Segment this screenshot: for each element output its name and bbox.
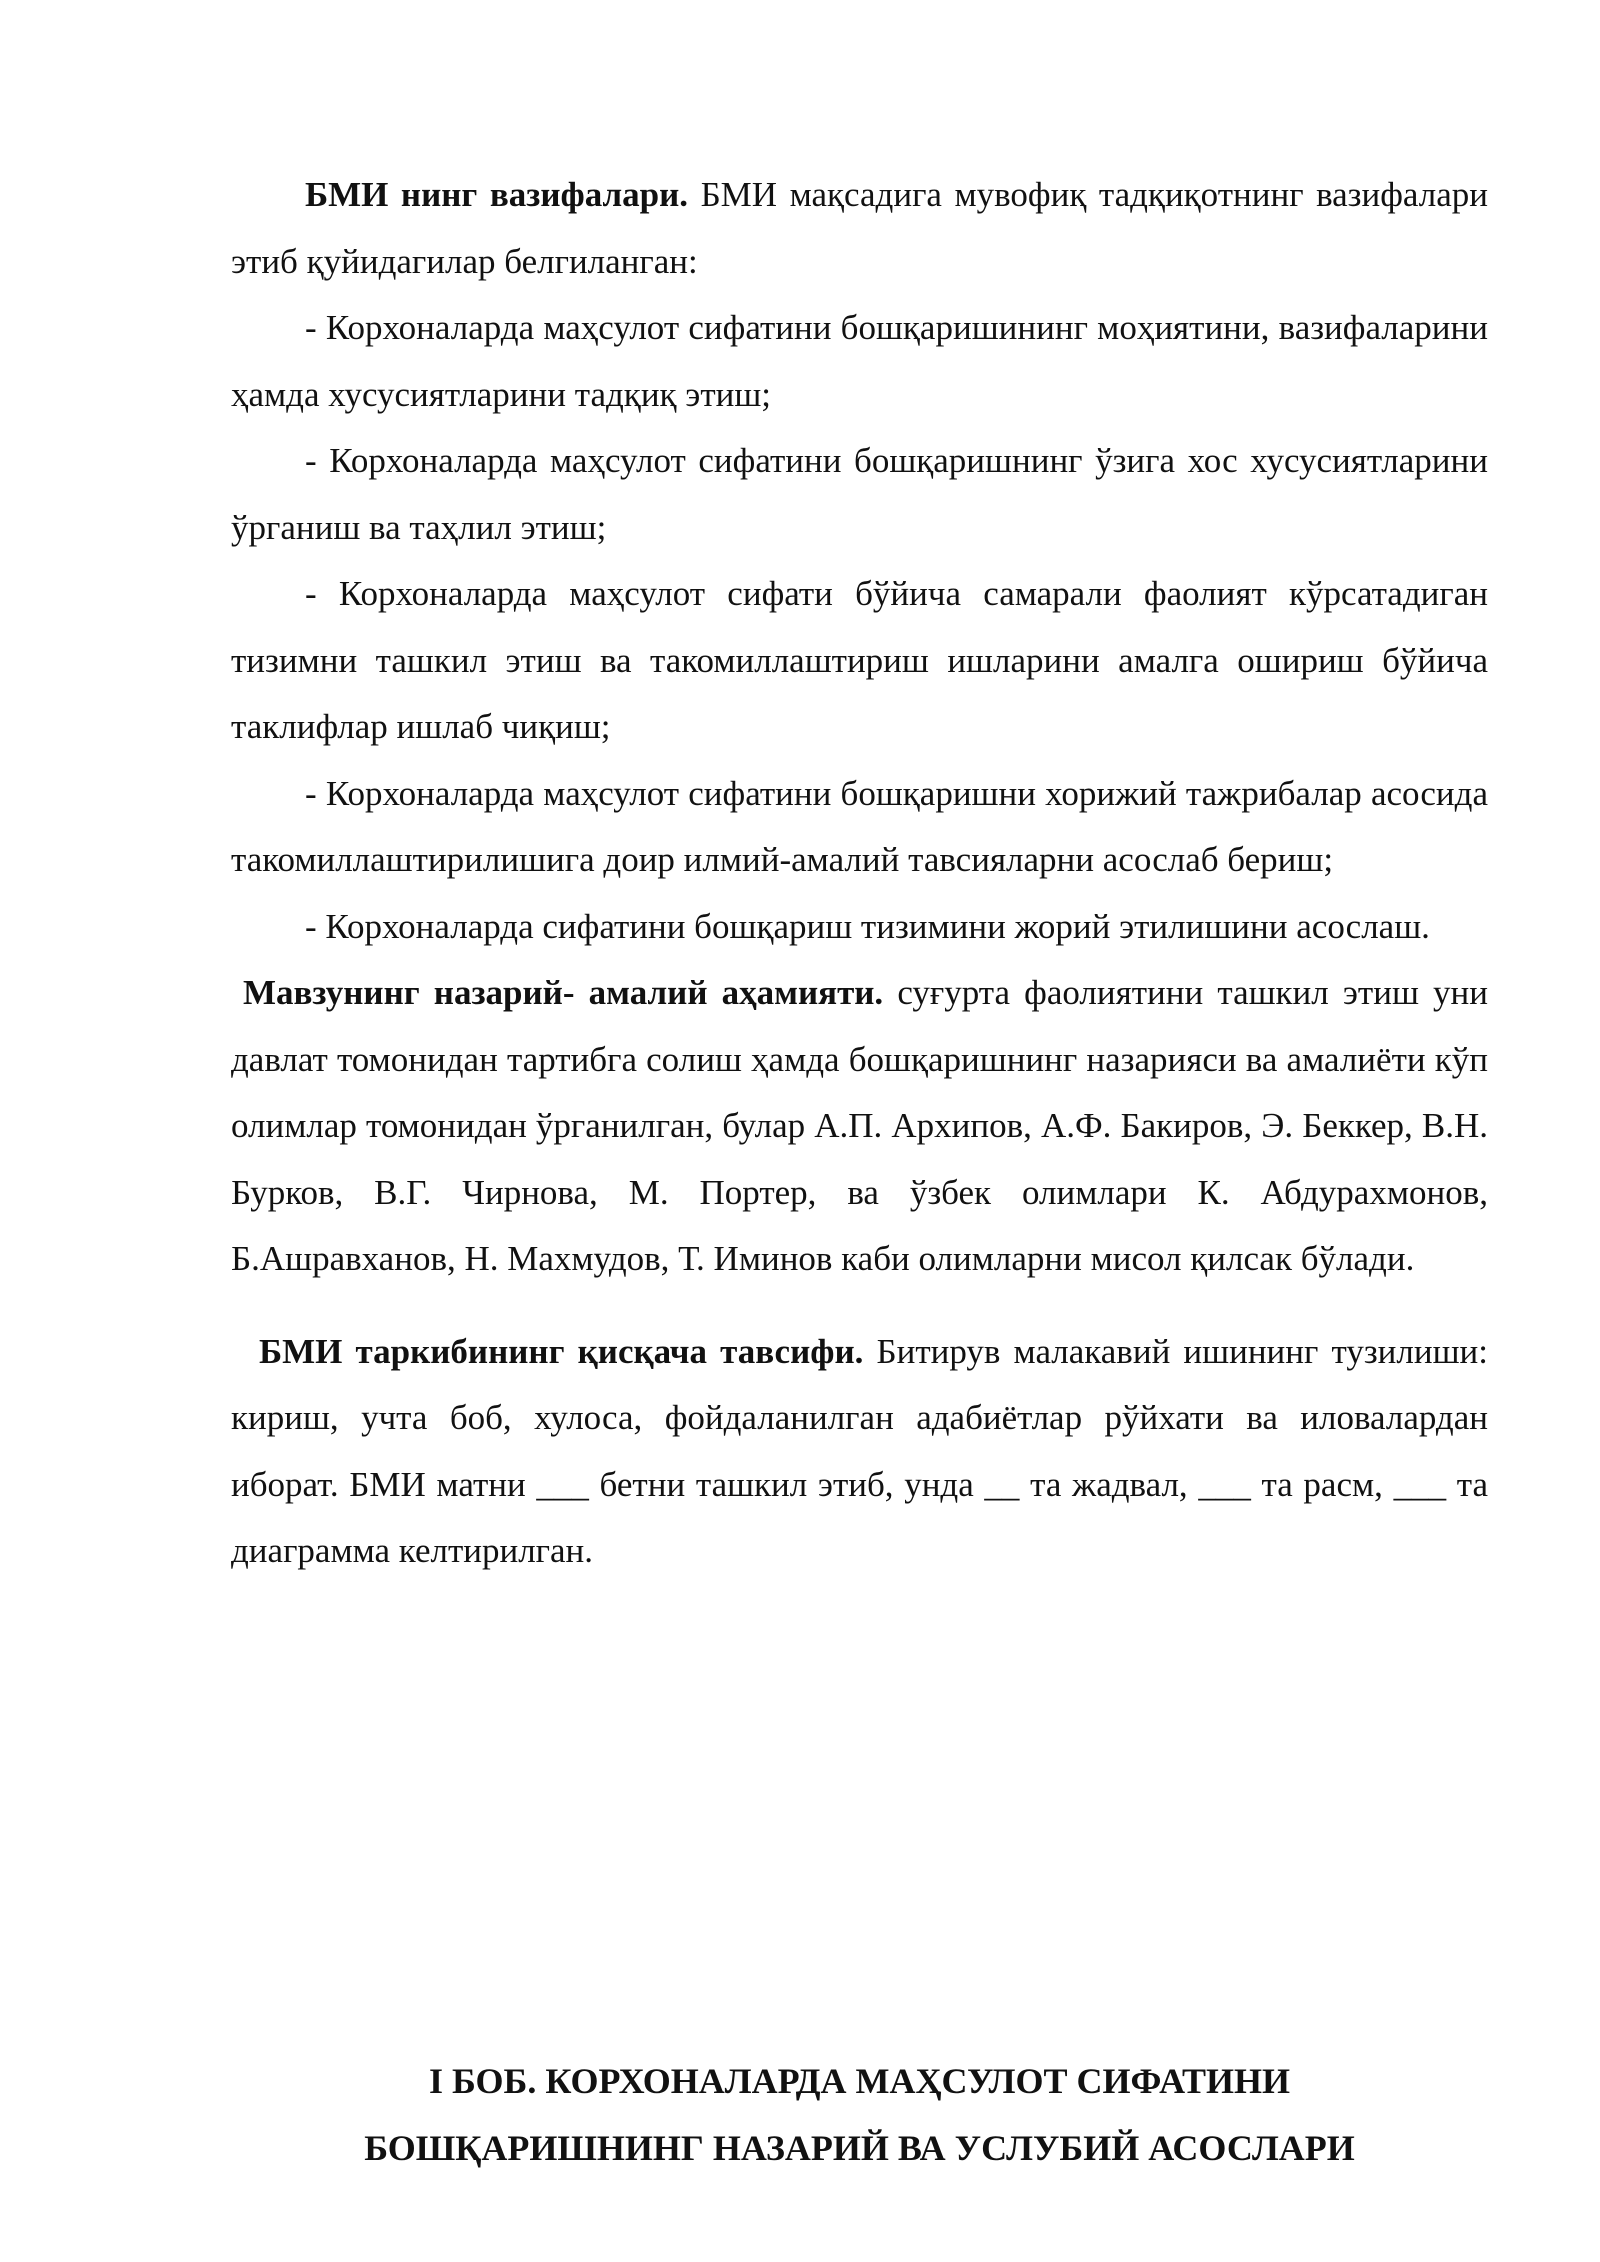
document-body bbox=[231, 162, 1488, 1585]
chapter-title bbox=[231, 2048, 1488, 2181]
tasks-paragraph bbox=[231, 162, 1488, 295]
structure-text: Битирув малакавий ишининг тузилиши: кириш, учта боб, хулоса, фойдаланилган адабиётлар рўйхати ва иловалардан иборат. БМИ матни ___ бетни ташкил этиб, унда __ та жадвал, ___ та расм, ___ та диаграмма келтирилган. bbox=[231, 1331, 1488, 1570]
chapter-title-line-2: БОШҚАРИШНИНГ НАЗАРИЙ ВА УСЛУБИЙ АСОСЛАРИ bbox=[364, 2127, 1355, 2168]
significance-paragraph bbox=[231, 960, 1488, 1293]
structure-heading: БМИ таркибининг қисқача тавсифи. bbox=[259, 1331, 864, 1371]
significance-text: суғурта фаолиятини ташкил этиш уни давлат томонидан тартибга солиш ҳамда бошқаришнинг назарияси ва амалиёти кўп олимлар томонидан ўрганилган, булар А.П. Архипов, А.Ф. Бакиров, Э. Беккер, В.Н. Бурков, В.Г. Чирнова, М. Портер, ва ўзбек олимлари К. Абдурахмонов, Б.Ашравханов, Н. Махмудов, Т. Иминов каби олимларни мисол қилсак бўлади. bbox=[231, 973, 1488, 1278]
task-item: - Корхоналарда сифатини бошқариш тизимини жорий этилишини асослаш. bbox=[305, 906, 1430, 946]
task-item: - Корхоналарда маҳсулот сифати бўйича самарали фаолият кўрсатадиган тизимни ташкил этиш ва такомиллаштириш ишларини амалга ошириш бўйича таклифлар ишлаб чиқиш; bbox=[231, 574, 1488, 746]
structure-paragraph bbox=[231, 1319, 1488, 1585]
task-item: - Корхоналарда маҳсулот сифатини бошқаришни хорижий тажрибалар асосида такомиллаштирилишига доир илмий-амалий тавсияларни асослаб бериш; bbox=[231, 773, 1488, 879]
significance-heading: Мавзунинг назарий- амалий аҳамияти. bbox=[243, 973, 884, 1012]
tasks-heading: БМИ нинг вазифалари. bbox=[305, 175, 689, 214]
chapter-title-line-1: I БОБ. КОРХОНАЛАРДА МАҲСУЛОТ СИФАТИНИ bbox=[428, 2061, 1291, 2101]
task-item: - Корхоналарда маҳсулот сифатини бошқаришнинг ўзига хос хусусиятларини ўрганиш ва таҳлил этиш; bbox=[231, 441, 1488, 547]
tasks-intro: БМИ мақсадига мувофиқ тадқиқотнинг вазифалари этиб қуйидагилар белгиланган: bbox=[231, 175, 1488, 281]
task-item: - Корхоналарда маҳсулот сифатини бошқаришининг моҳиятини, вазифаларини ҳамда хусусиятларини тадқиқ этиш; bbox=[231, 308, 1488, 414]
